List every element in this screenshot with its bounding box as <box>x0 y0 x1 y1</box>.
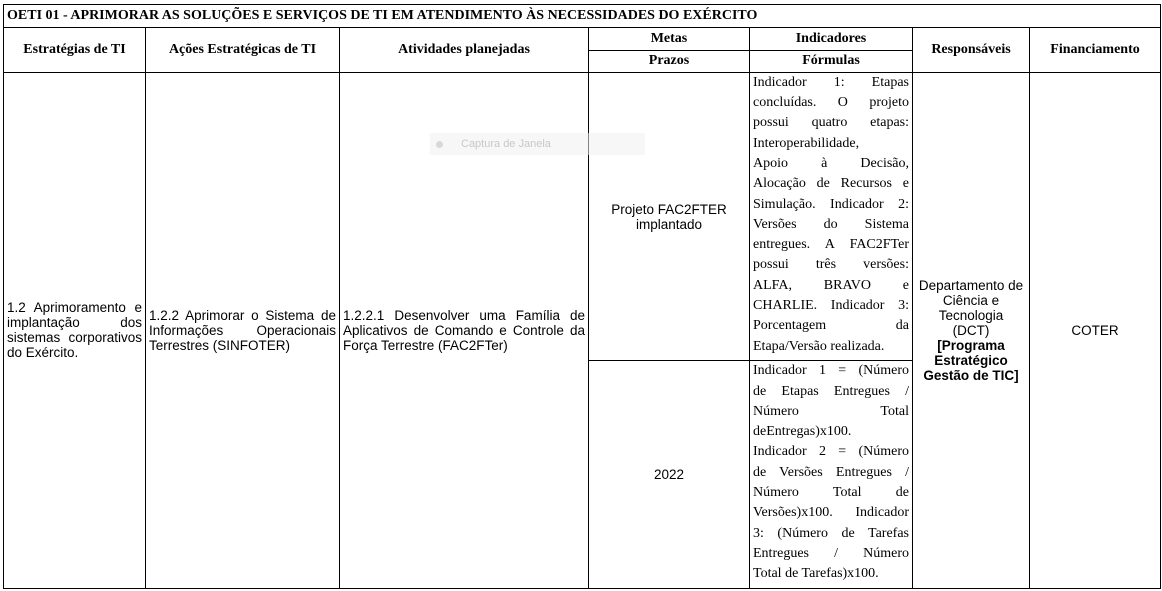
cell-meta: Projeto FAC2FTER implantado <box>589 72 750 361</box>
responsavel-line: Tecnologia <box>938 307 1004 323</box>
programa-line: Estratégico <box>934 352 1008 368</box>
indicador-line: possui três versões: <box>753 257 909 273</box>
indicador-line: Versões do Sistema <box>753 216 909 232</box>
responsavel-line: Departamento de <box>918 277 1024 293</box>
programa-line: [Programa <box>937 337 1005 353</box>
indicador-line: Alocação de Recursos e <box>753 176 909 192</box>
responsavel-line: Ciência e <box>942 292 1000 308</box>
indicador-line: CHARLIE. Indicador 3: <box>753 298 909 314</box>
formula-line: Versões)x100. Indicador <box>753 505 909 521</box>
indicador-line: entregues. A FAC2FTer <box>753 237 909 253</box>
formula-line: de Etapas Entregues / <box>753 383 909 399</box>
cell-estrategia: 1.2 Aprimoramento e implantação dos sistemas corporativos do Exército. <box>4 72 146 588</box>
header-financiamento: Financiamento <box>1030 28 1161 73</box>
indicador-line: Indicador 1: Etapas <box>753 74 909 90</box>
header-formulas: Fórmulas <box>750 50 913 72</box>
cell-responsavel <box>913 72 1030 588</box>
formula-line: Número Total <box>753 403 909 419</box>
header-indicadores: Indicadores <box>750 28 913 50</box>
indicador-line: possui quatro etapas: <box>753 115 909 131</box>
programa-line: Gestão de TIC] <box>923 367 1019 383</box>
header-prazos: Prazos <box>589 50 750 72</box>
cell-formulas <box>750 361 913 589</box>
indicador-line: Porcentagem da <box>753 318 909 334</box>
indicador-line: Simulação. Indicador 2: <box>753 196 909 212</box>
indicador-line: ALFA, BRAVO e <box>753 277 909 293</box>
cell-atividade: 1.2.2.1 Desenvolver uma Família de Aplicativos de Comando e Controle da Força Terrestre (FAC2FTer) <box>340 72 589 588</box>
cell-prazo: 2022 <box>589 361 750 589</box>
header-atividades: Atividades planejadas <box>340 28 589 73</box>
formula-line: Indicador 1 = (Número <box>753 363 909 379</box>
responsavel-line: (DCT) <box>952 322 990 338</box>
cell-acao: 1.2.2 Aprimorar o Sistema de Informações Operacionais Terrestres (SINFOTER) <box>146 72 340 588</box>
indicador-line: concluídas. O projeto <box>753 95 909 111</box>
formula-line: Número Total de <box>753 485 909 501</box>
formula-line: Entregues / Número <box>753 545 909 561</box>
header-metas: Metas <box>589 28 750 50</box>
cell-financiamento: COTER <box>1030 72 1161 588</box>
formula-line: Indicador 2 = (Número <box>753 444 909 460</box>
window-capture-overlay[interactable] <box>430 133 645 155</box>
formula-line: 3: (Número de Tarefas <box>753 525 909 541</box>
indicador-line: Apoio à Decisão, <box>753 155 909 171</box>
header-acoes: Ações Estratégicas de TI <box>146 28 340 73</box>
header-estrategias: Estratégias de TI <box>4 28 146 73</box>
indicador-line: Etapa/Versão realizada. <box>753 338 885 354</box>
indicador-line: Interoperabilidade, <box>753 135 860 151</box>
capture-icon <box>436 141 443 148</box>
formula-line: Total de Tarefas)x100. <box>753 566 879 582</box>
cell-indicadores <box>750 72 913 361</box>
capture-label: Captura de Janela <box>461 138 551 150</box>
header-responsaveis: Responsáveis <box>913 28 1030 73</box>
formula-line: deEntregas)x100. <box>753 424 852 440</box>
table-title: OETI 01 - APRIMORAR AS SOLUÇÕES E SERVIÇOS DE TI EM ATENDIMENTO ÀS NECESSIDADES DO EXÉRCITO <box>4 5 1161 28</box>
strategy-table <box>3 4 1161 589</box>
formula-line: de Versões Entregues / <box>753 464 909 480</box>
